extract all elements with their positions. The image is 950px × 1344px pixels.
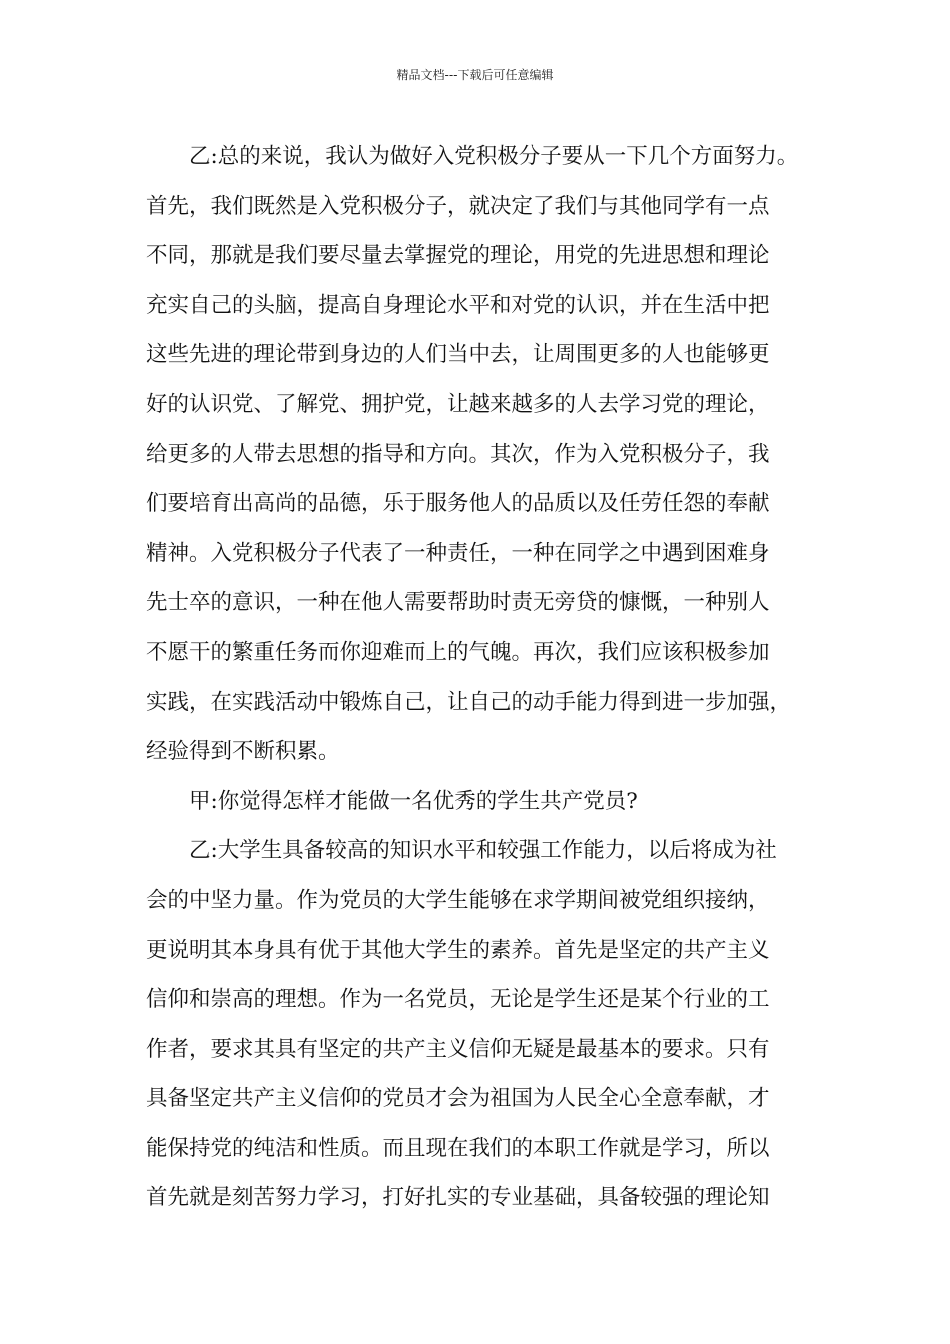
text-line: 先士卒的意识，一种在他人需要帮助时责无旁贷的慷慨，一种别人 bbox=[146, 590, 770, 616]
text-line: 首先就是刻苦努力学习，打好扎实的专业基础，具备较强的理论知 bbox=[146, 1185, 770, 1211]
text-line: 不愿干的繁重任务而你迎难而上的气魄。再次，我们应该积极参加 bbox=[146, 639, 770, 665]
text-line: 这些先进的理论带到身边的人们当中去，让周围更多的人也能够更 bbox=[146, 342, 770, 368]
text-line: 精神。入党积极分子代表了一种责任，一种在同学之中遇到困难身 bbox=[146, 540, 770, 566]
text-line: 信仰和崇高的理想。作为一名党员，无论是学生还是某个行业的工 bbox=[146, 987, 770, 1013]
page-header: 精品文档---下载后可任意编辑 bbox=[396, 68, 554, 82]
paragraph bbox=[146, 826, 846, 1223]
text-line: 充实自己的头脑，提高自身理论水平和对党的认识，并在生活中把 bbox=[146, 292, 770, 318]
paragraph bbox=[146, 777, 846, 827]
text-line: 作者，要求其具有坚定的共产主义信仰无疑是最基本的要求。只有 bbox=[146, 1036, 770, 1062]
text-line: 更说明其本身具有优于其他大学生的素养。首先是坚定的共产主义 bbox=[146, 937, 770, 963]
text-line: 乙:大学生具备较高的知识水平和较强工作能力，以后将成为社 bbox=[189, 838, 777, 864]
text-line: 给更多的人带去思想的指导和方向。其次，作为入党积极分子，我 bbox=[146, 441, 770, 467]
text-line: 乙:总的来说，我认为做好入党积极分子要从一下几个方面努力。 bbox=[189, 144, 799, 169]
text-line: 经验得到不断积累。 bbox=[146, 739, 340, 765]
paragraph bbox=[146, 132, 846, 777]
text-line: 实践，在实践活动中锻炼自己，让自己的动手能力得到进一步加强， bbox=[146, 689, 792, 715]
text-line: 好的认识党、了解党、拥护党，让越来越多的人去学习党的理论， bbox=[146, 391, 770, 417]
document-body bbox=[146, 132, 846, 1223]
text-line: 甲:你觉得怎样才能做一名优秀的学生共产党员? bbox=[189, 788, 638, 814]
text-line: 能保持党的纯洁和性质。而且现在我们的本职工作就是学习，所以 bbox=[146, 1135, 770, 1161]
text-line: 不同，那就是我们要尽量去掌握党的理论，用党的先进思想和理论 bbox=[146, 243, 770, 269]
text-line: 具备坚定共产主义信仰的党员才会为祖国为人民全心全意奉献，才 bbox=[146, 1086, 770, 1112]
text-line: 会的中坚力量。作为党员的大学生能够在求学期间被党组织接纳， bbox=[146, 887, 770, 913]
text-line: 首先，我们既然是入党积极分子，就决定了我们与其他同学有一点 bbox=[146, 193, 770, 219]
text-line: 们要培育出高尚的品德，乐于服务他人的品质以及任劳任怨的奉献 bbox=[146, 491, 770, 517]
